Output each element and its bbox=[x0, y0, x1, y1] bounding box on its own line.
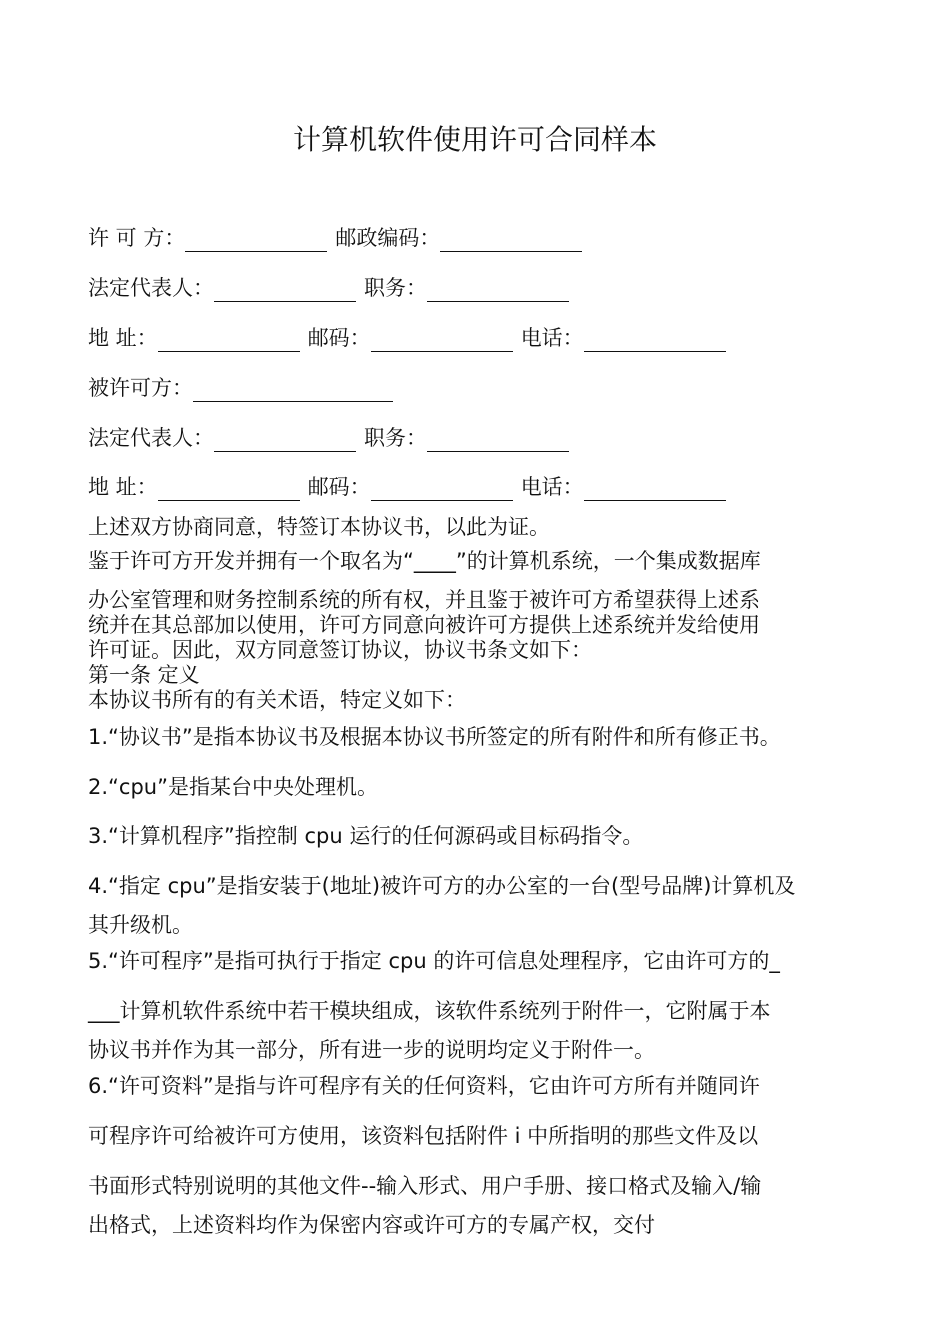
definition-6-line-3: 书面形式特别说明的其他文件--输入形式、用户手册、接口格式及输入/输 bbox=[88, 1174, 762, 1198]
definition-3: 3.“计算机程序”指控制 cpu 运行的任何源码或目标码指令。 bbox=[88, 824, 644, 848]
article-1-intro: 本协议书所有的有关术语，特定义如下： bbox=[88, 688, 466, 712]
article-1-heading: 第一条 定义 bbox=[88, 663, 200, 687]
licensee-title-blank[interactable] bbox=[427, 429, 569, 452]
licensor-address-row bbox=[88, 322, 878, 352]
document-title: 计算机软件使用许可合同样本 bbox=[292, 123, 657, 156]
definition-4-line-2: 其升级机。 bbox=[88, 913, 193, 937]
licensee-address-blank[interactable] bbox=[158, 478, 300, 501]
licensor-postcode-label: 邮政编码： bbox=[335, 226, 441, 250]
licensee-rep-row bbox=[88, 422, 878, 452]
recital-line-2: 办公室管理和财务控制系统的所有权，并且鉴于被许可方希望获得上述系 bbox=[88, 588, 760, 612]
licensor-postcode-blank[interactable] bbox=[440, 229, 582, 252]
definition-6-line-1: 6.“许可资料”是指与许可程序有关的任何资料，它由许可方所有并随同许 bbox=[88, 1074, 760, 1098]
licensor-name-blank[interactable] bbox=[185, 229, 327, 252]
licensee-title-label: 职务： bbox=[364, 426, 427, 450]
recital-line-4: 许可证。因此，双方同意签订协议，协议书条文如下： bbox=[88, 638, 592, 662]
licensee-phone-blank[interactable] bbox=[584, 478, 726, 501]
licensor-zip-blank[interactable] bbox=[371, 329, 513, 352]
definition-6-line-4: 出格式，上述资料均作为保密内容或许可方的专属产权，交付 bbox=[88, 1213, 655, 1237]
licensee-address-label: 地 址： bbox=[88, 475, 158, 499]
agreement-statement: 上述双方协商同意，特签订本协议书，以此为证。 bbox=[88, 515, 550, 539]
definition-5-line-1: 5.“许可程序”是指可执行于指定 cpu 的许可信息处理程序，它由许可方的_ bbox=[88, 949, 780, 973]
licensee-name-blank[interactable] bbox=[193, 379, 393, 402]
licensee-address-row bbox=[88, 471, 878, 501]
licensor-phone-label: 电话： bbox=[520, 326, 584, 350]
licensee-name-row bbox=[88, 372, 878, 402]
licensor-phone-blank[interactable] bbox=[584, 329, 726, 352]
licensee-phone-label: 电话： bbox=[520, 475, 584, 499]
recital-line-3: 统并在其总部加以使用，许可方同意向被许可方提供上述系统并发给使用 bbox=[88, 613, 760, 637]
definition-6-line-2: 可程序许可给被许可方使用，该资料包括附件 i 中所指明的那些文件及以 bbox=[88, 1124, 759, 1148]
definition-5-line-3: 协议书并作为其一部分，所有进一步的说明均定义于附件一。 bbox=[88, 1038, 655, 1062]
licensee-zip-blank[interactable] bbox=[371, 478, 513, 501]
licensee-name-label: 被许可方： bbox=[88, 376, 193, 400]
definition-4-line-1: 4.“指定 cpu”是指安装于(地址)被许可方的办公室的一台(型号品牌)计算机及 bbox=[88, 874, 796, 898]
licensor-zip-label: 邮码： bbox=[307, 326, 371, 350]
definition-2: 2.“cpu”是指某台中央处理机。 bbox=[88, 775, 378, 799]
licensor-title-blank[interactable] bbox=[427, 279, 569, 302]
licensee-rep-label: 法定代表人： bbox=[88, 426, 214, 450]
licensor-name-label: 许 可 方： bbox=[88, 226, 186, 250]
licensor-title-label: 职务： bbox=[364, 276, 427, 300]
licensee-zip-label: 邮码： bbox=[307, 475, 371, 499]
licensor-address-label: 地 址： bbox=[88, 326, 158, 350]
licensor-address-blank[interactable] bbox=[158, 329, 300, 352]
definition-1: 1.“协议书”是指本协议书及根据本协议书所签定的所有附件和所有修正书。 bbox=[88, 725, 781, 749]
licensee-rep-blank[interactable] bbox=[214, 429, 356, 452]
licensor-rep-label: 法定代表人： bbox=[88, 276, 214, 300]
definition-5-line-2: ___计算机软件系统中若干模块组成，该软件系统列于附件一，它附属于本 bbox=[88, 999, 771, 1023]
recital-line-1: 鉴于许可方开发并拥有一个取名为“____”的计算机系统，一个集成数据库 bbox=[88, 549, 761, 573]
licensor-name-row bbox=[88, 222, 878, 252]
licensor-rep-blank[interactable] bbox=[214, 279, 356, 302]
licensor-rep-row bbox=[88, 272, 878, 302]
